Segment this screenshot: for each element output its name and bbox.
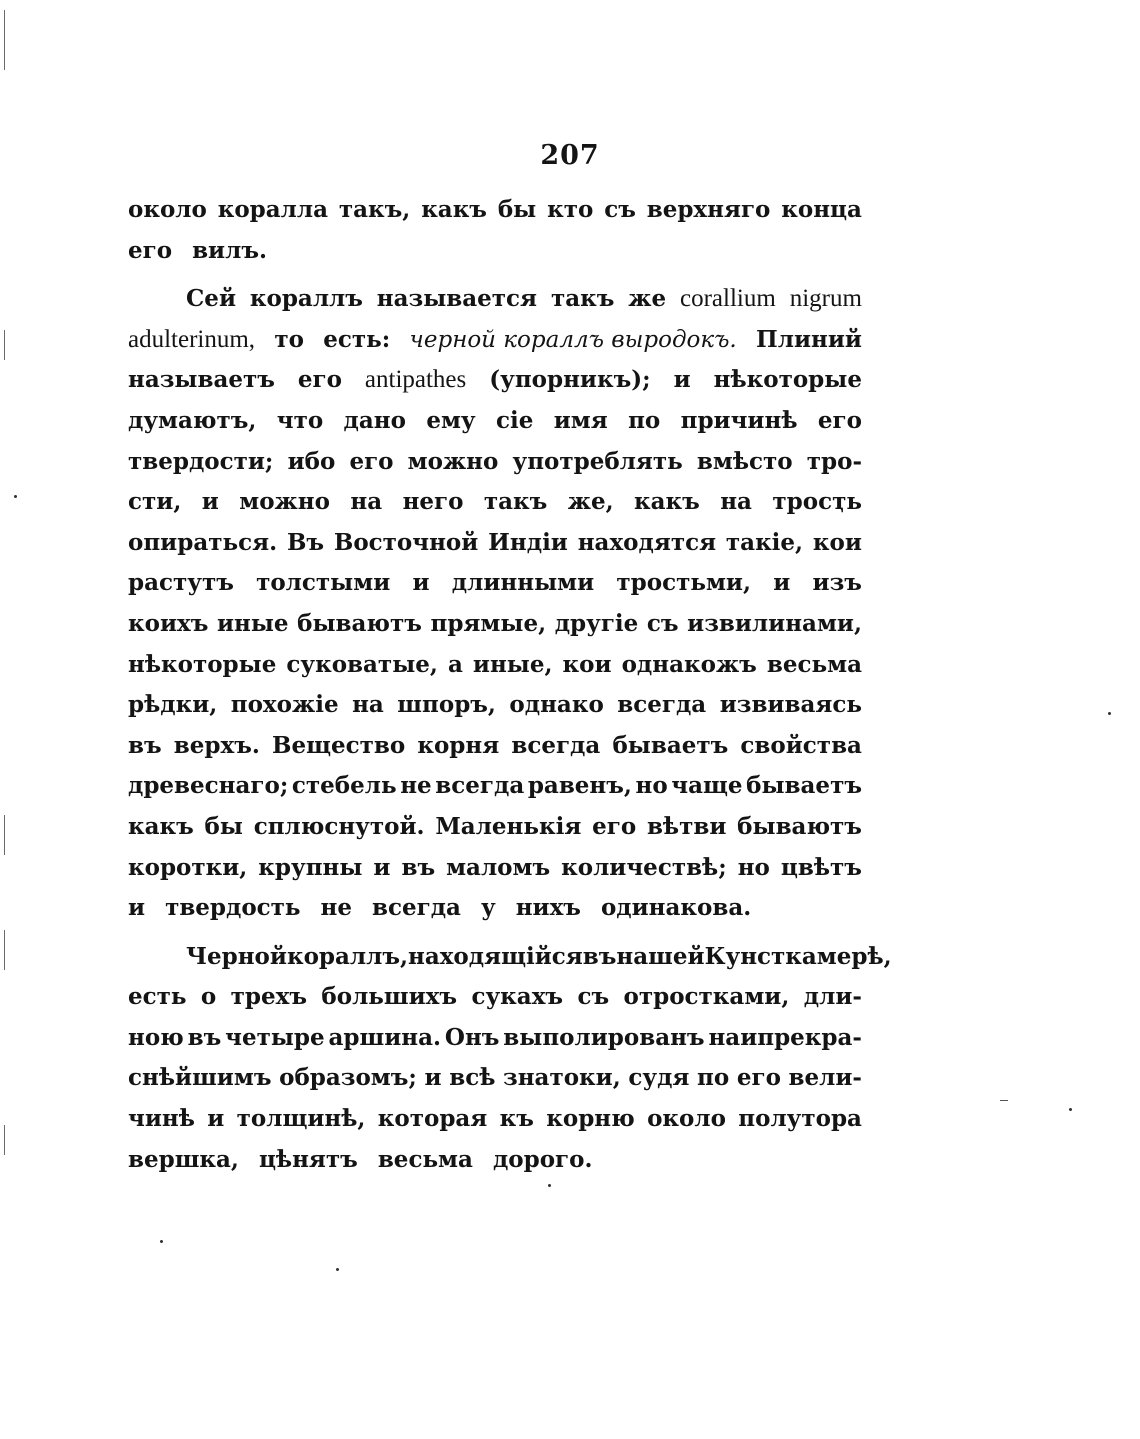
word: вели- [788, 1064, 862, 1092]
text-line [128, 190, 862, 231]
word: такіе, [725, 528, 804, 556]
word: Плиний [756, 325, 862, 353]
word: что [276, 406, 324, 434]
word: по [628, 406, 661, 434]
word: весьма [377, 1145, 473, 1173]
word: трехъ [230, 983, 307, 1011]
word: нѣкоторые [713, 366, 862, 394]
word: есть [128, 983, 187, 1011]
text-line [128, 231, 862, 272]
scan-speck [14, 495, 17, 498]
word: не [400, 772, 432, 800]
word: nigrum [789, 285, 862, 313]
word: причинѣ [680, 406, 798, 434]
text-line [128, 442, 862, 483]
word: судя [628, 1064, 690, 1092]
word: растутъ [128, 569, 234, 597]
scan-speck [548, 1184, 551, 1187]
word: находящійся [407, 942, 583, 970]
text-line [128, 279, 862, 320]
word: corallium [680, 285, 776, 313]
word: ему [426, 406, 476, 434]
word: тро- [806, 447, 862, 475]
text-line [128, 645, 862, 686]
word: суковатые, [286, 650, 438, 678]
word: равенъ, [527, 772, 632, 800]
word: вершка, [128, 1145, 239, 1173]
word: его [736, 1064, 781, 1092]
word: знатоки, [503, 1064, 621, 1092]
word: дли- [803, 983, 862, 1011]
word: корню [546, 1105, 635, 1133]
word: иные [216, 609, 289, 637]
word: вмѣсто [696, 447, 793, 475]
word: длинными [451, 569, 595, 597]
word: бываетъ [612, 731, 729, 759]
text-line [128, 523, 862, 564]
word: верхъ. [173, 731, 260, 759]
scan-edge-mark [4, 930, 5, 970]
word: бываетъ [746, 772, 862, 800]
word: есть: [323, 325, 391, 353]
text-line [128, 888, 862, 929]
text-line [128, 726, 862, 767]
text-line [128, 563, 862, 604]
word: по [697, 1064, 730, 1092]
word: можно [239, 488, 330, 516]
word: нѣкоторые [128, 650, 277, 678]
word: количествѣ; [561, 853, 727, 881]
scan-speck [1069, 1108, 1072, 1111]
word: коралла [217, 196, 329, 223]
word: его [349, 447, 394, 475]
page-number: 207 [540, 140, 600, 171]
word: его [817, 406, 862, 434]
word: свойства [740, 731, 862, 759]
word: прямые, [430, 609, 547, 637]
word: всегда [617, 691, 707, 719]
word: Маленькія [435, 812, 582, 840]
word: Индіи [488, 528, 568, 556]
word: же [628, 285, 667, 313]
word: въ [401, 853, 436, 881]
text-line [128, 604, 862, 645]
word: Черной [186, 942, 287, 970]
scan-edge-mark [4, 330, 5, 360]
word: другіе [554, 609, 639, 637]
word: отростками, [623, 983, 790, 1011]
body-text [128, 190, 892, 1180]
word: всегда [435, 772, 525, 800]
word: твердость [165, 894, 301, 922]
word: называетъ [128, 366, 275, 394]
word: твердости; [128, 447, 274, 475]
word: въ [128, 731, 162, 759]
word: бываютъ [297, 609, 422, 637]
word: которая [377, 1105, 488, 1133]
word: него [402, 488, 464, 516]
word: и [412, 569, 430, 597]
word: сплюснутой. [253, 812, 425, 840]
word: Сей [186, 285, 236, 313]
word: употреблять [512, 447, 683, 475]
word: Кунсткамерѣ, [704, 942, 892, 970]
word: и [201, 488, 219, 516]
word: одинакова. [600, 894, 752, 922]
word: нихъ [515, 894, 581, 922]
word: и [373, 853, 391, 881]
word: шпоръ, [397, 691, 496, 719]
word: тростьми, [616, 569, 751, 597]
word: всегда [511, 731, 601, 759]
word: называется [376, 285, 538, 313]
word: съ [646, 609, 679, 637]
word: въ [582, 942, 617, 970]
word: у [480, 894, 496, 922]
text-line [128, 977, 862, 1018]
word: опираться. [128, 528, 278, 556]
text-line [128, 766, 862, 807]
word: Въ [286, 528, 325, 556]
word: какъ [128, 812, 194, 840]
word: бы [204, 812, 243, 840]
word: но [635, 772, 668, 800]
word: конца [781, 196, 862, 223]
word: цѣнятъ [258, 1145, 358, 1173]
text-line [128, 401, 862, 442]
word: аршина. [328, 1023, 442, 1051]
word: древеснаго; [128, 772, 289, 800]
word: Онъ [444, 1023, 500, 1051]
word: весьма [766, 650, 862, 678]
word: чинѣ [128, 1105, 195, 1133]
word: же, [567, 488, 614, 516]
word: кто [547, 196, 594, 223]
word: иные, [472, 650, 553, 678]
word: нашей [616, 942, 705, 970]
word: можно [407, 447, 499, 475]
word: верхняго [646, 196, 771, 223]
word: цвѣтъ [780, 853, 862, 881]
word: adulterinum, [128, 325, 256, 353]
word: (упорникъ); [489, 366, 651, 394]
word: чаще [671, 772, 743, 800]
word: извиваясь [719, 691, 862, 719]
word: съ [604, 196, 636, 223]
scan-edge-mark [4, 10, 5, 70]
word: на [352, 691, 384, 719]
word: четыре [225, 1023, 325, 1051]
word: то [274, 325, 304, 353]
word: antipathes [364, 366, 467, 394]
word: коихъ [128, 609, 209, 637]
word: однакожъ [621, 650, 757, 678]
word: на [350, 488, 383, 516]
text-line [128, 482, 862, 523]
word: всѣ [449, 1064, 496, 1092]
word: сукахъ [471, 983, 564, 1011]
word: однако [509, 691, 604, 719]
word: толщинѣ, [236, 1105, 366, 1133]
word: крупны [258, 853, 363, 881]
word: къ [499, 1105, 534, 1133]
word: но [737, 853, 770, 881]
word: въ [187, 1023, 222, 1051]
word: около [647, 1105, 726, 1133]
word: думаютъ, [128, 406, 257, 434]
word: коротки, [128, 853, 248, 881]
word: Вещество [272, 731, 406, 759]
text-line [128, 807, 862, 848]
word: наипрекра- [708, 1023, 862, 1051]
word: сіе [496, 406, 534, 434]
word: на [720, 488, 752, 516]
word: корня [417, 731, 500, 759]
word: такъ [550, 285, 615, 313]
word: бываютъ [737, 812, 862, 840]
scan-speck [160, 1240, 163, 1243]
word: большихъ [321, 983, 458, 1011]
word: рѣдки, [128, 691, 218, 719]
text-line [128, 937, 892, 978]
word: выполированъ [503, 1023, 705, 1051]
word: кораллъ, [286, 942, 408, 970]
word: полутора [738, 1105, 862, 1133]
word: и [424, 1064, 442, 1092]
word: такъ [483, 488, 548, 516]
word: кои [812, 528, 862, 556]
text-line [128, 360, 862, 401]
word: изъ [812, 569, 862, 597]
word: тросҭь [772, 488, 862, 516]
word: и [673, 366, 691, 394]
text-line [128, 1058, 862, 1099]
word: имя [553, 406, 608, 434]
word: его [128, 236, 173, 264]
word: дано [343, 406, 406, 434]
word: сти, [128, 488, 182, 516]
word: и [207, 1105, 225, 1133]
word: ибо [287, 447, 336, 475]
word: дорого. [492, 1145, 593, 1173]
word: какъ [634, 488, 700, 516]
word: кои [562, 650, 612, 678]
text-line [128, 848, 862, 889]
scan-dash [1000, 1100, 1008, 1101]
word: и [128, 894, 146, 922]
scan-edge-mark [4, 1125, 5, 1155]
word: образомъ; [279, 1064, 417, 1092]
text-line [128, 685, 862, 726]
word: его [592, 812, 637, 840]
word: вѣтви [646, 812, 727, 840]
word: какъ [421, 196, 487, 223]
word: его [297, 366, 342, 394]
word: а [447, 650, 463, 678]
scan-speck [1108, 712, 1111, 715]
word: вилъ. [192, 236, 267, 264]
word: стебель [291, 772, 397, 800]
word: около [128, 196, 207, 223]
word: находятся [577, 528, 717, 556]
word: о [200, 983, 217, 1011]
word: черной кораллъ выродокъ. [409, 326, 737, 353]
word: кораллъ [249, 285, 363, 313]
word: снѣйшимъ [128, 1064, 272, 1092]
text-line [128, 1099, 862, 1140]
word: похожіе [230, 691, 339, 719]
text-line [128, 1140, 862, 1181]
word: маломъ [446, 853, 551, 881]
word: не [320, 894, 353, 922]
text-line [128, 1018, 862, 1059]
word: извилинами, [687, 609, 862, 637]
text-line [128, 320, 862, 361]
scan-edge-mark [4, 815, 5, 855]
word: Восточной [333, 528, 479, 556]
word: толстыми [256, 569, 391, 597]
word: съ [577, 983, 610, 1011]
word: бы [497, 196, 537, 223]
scan-speck [336, 1268, 339, 1271]
word: такъ, [338, 196, 411, 223]
word: ною [128, 1023, 184, 1051]
word: всегда [372, 894, 461, 922]
word: и [773, 569, 791, 597]
